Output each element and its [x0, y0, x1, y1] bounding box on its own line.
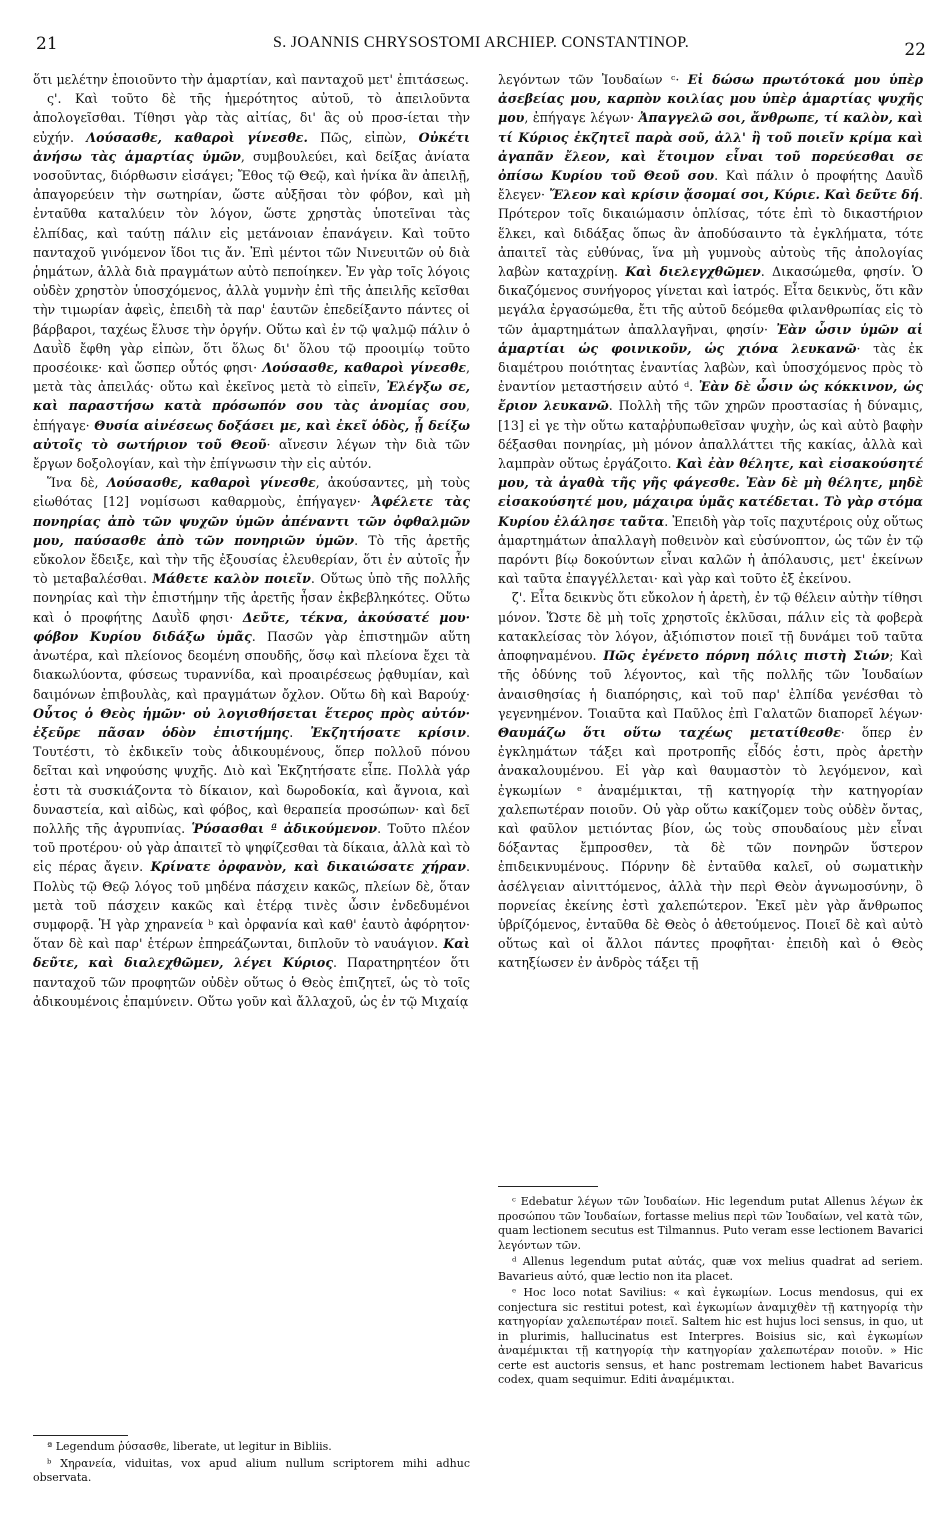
- text-run: ς'. Καὶ τοῦτο δὲ τῆς ἡμερότητος αὐτοῦ, τὸ ἀπειλοῦντα ἀπολογεῖσθαι. Τίθησι γὰρ τὰς αἰτίας, δι' ἃς οὐ προσ-ίεται τὴν εὐχήν.: [33, 91, 470, 145]
- text-run: . Πολλὴ τῆς τῶν χηρῶν προστασίας ἡ δύναμις, [13] εἰ γε τὴν οὕτω καταῤῥυπωθεῖσαν ψυχὴν, ὡς καὶ αὐτὸ βαφὴν δέξασθαι πονηρίας, μὴ μόνον ἀπαλλάττει τῆς κακίας, ἀλλὰ καὶ λαμπρὰν οὕτως ἐργάζοιτο.: [498, 398, 924, 472]
- scripture-quote: Θυσία αἰνέσεως δοξάσει με, καὶ ἐκεῖ ὁδὸς, ᾗ δείξω αὐτοῖς τὸ σωτήριον τοῦ Θεοῦ: [33, 417, 470, 452]
- scripture-quote: Λούσασθε, καθαροὶ γίνεσθε: [262, 360, 466, 376]
- text-run: · ὅπερ ἐν ἐγκλημάτων τάξει καὶ προτροπῆς εἶδός ἐστι, πρὸς ἀρετὴν ἀνακαλουμένου. Εἰ γὰρ καὶ θαυμαστὸν τὸ λεγόμενον, καὶ ἐγκωμίων ᵉ ἀναμέμικται, τῇ κατηγορίᾳ τὴν κατηγορίαν χαλεπωτέραν ποιοῦν. Οὐ γὰρ οὕτω κακίζομεν τοὺς οὐδὲν ὄντας, καὶ φαῦλον μετιόντας βίον, ὡς τοὺς σπουδαίους μὲν εἶναι δόξαντας ἔμπροσθεν, τὰ δὲ τῶν πονηρῶν ὕστερον ἐπιδεικνυμένους. Πόρνην δὲ ἐνταῦθα καλεῖ, οὐ σωματικὴν ἀσέλγειαν αἰνιττόμενος, ἀλλὰ τὴν περὶ Θεὸν ἀγνωμοσύνην, ὃ πορνείας ἐκείνης ἐστὶ χαλεπώτερον. Ἐκεῖ μὲν γὰρ ἄνθρωπος ὑβρίζόμενος, ἐνταῦθα δὲ Θεὸς ὁ ἀθετούμενος. Ποιεῖ δὲ καὶ αὐτὸ οὕτως καὶ οἱ ἄλλοι πάντες προφῆται· ἐπειδὴ καὶ ὁ Θεὸς κατηξίωσεν ἐν ἀνδρὸς τάξει τῇ: [498, 724, 923, 971]
- text-run: . Τοῦτο πλέον τοῦ προτέρου· οὐ γὰρ ἀπαιτεῖ τὸ ψηφίζεσθαι τὰ δίκαια, ἀλλὰ καὶ τὸ εἰς πέρας ἄγειν.: [33, 820, 470, 875]
- text-run: .: [289, 724, 311, 740]
- scripture-quote: Ἐκζητήσατε κρίσιν: [310, 724, 466, 740]
- footnote-c: ᶜ Edebatur λέγων τῶν Ἰουδαίων. Hic legendum putat Allenus λέγων ἐκ προσώπου τῶν Ἰουδαίων, fortasse melius περὶ τῶν Ἰουδαίων, vel κατὰ τῶν, quam lectionem secutus est Tilmannus. Puto veram esse lectionem Bavarici λεγόντων τῶν.: [498, 1195, 923, 1252]
- scripture-quote: Θαυμάζω ὅτι οὕτω ταχέως μετατίθεσθε: [498, 724, 841, 740]
- scripture-quote: Οὐκέτι ἀνήσω τὰς ἁμαρτίας ὑμῶν: [33, 129, 470, 164]
- text-run: . Τὸ τῆς ἀρετῆς εὔκολον ἔδειξε, καὶ τὴν τῆς ἐξουσίας ἐλευθερίαν, ὅτι ἐν αὐτοῖς ἦν τὸ μεταβαλέσθαι.: [33, 532, 470, 587]
- text-run: , ἐπήγαγε λέγων·: [524, 110, 639, 126]
- text-run: . Τουτέστι, τὸ ἐκδικεῖν τοὺς ἀδικουμένους, ὅπερ πολλοῦ πόνου δεῖται καὶ νηφούσης ψυχῆς. Διὸ καὶ Ἐκζητήσατε εἶπε. Πολλὰ γάρ ἐστι τὰ συσκιάζοντα τὸ δίκαιον, καὶ δωροδοκία, καὶ ἄγνοια, καὶ δυναστεία, καὶ αἰδὼς, καὶ φόβος, καὶ θεραπεία προσώπων· καὶ δεῖ πολλῆς τῆς ἀγρυπνίας.: [33, 724, 470, 836]
- footnote-b: ᵇ Χηρανεία, viduitas, vox apud alium nullum scriptorem mihi adhuc observata.: [33, 1456, 470, 1484]
- scripture-quote: Ἐὰν δὲ ὦσιν ὡς κόκκινον, ὡς ἔριον λευκανῶ: [498, 379, 923, 414]
- text-run: ; Καὶ τῆς ὀδύνης τοῦ λέγοντος, καὶ τῆς πολλῆς τῶν Ἰουδαίων ἀναισθησίας ἡ διαπόρησις, καὶ τοῦ παρ' ἐλπίδα γενέσθαι τὸ γεγενημένον. Τοιαῦτα καὶ Παῦλος ἐπὶ Γαλατῶν διαπορεῖ λέγων·: [498, 648, 923, 721]
- scripture-quote: Ἐλέγξω σε, καὶ παραστήσω κατὰ πρόσωπόν σου τὰς ἀνομίας σου: [33, 379, 470, 414]
- paragraph: [33, 70, 470, 89]
- text-run: . Πολὺς τῷ Θεῷ λόγος τοῦ μηδένα πάσχειν κακῶς, πλείων δὲ, ὅταν μετὰ τοῦ πάσχειν κακῶς καὶ ἑτέρᾳ τινὲς ὦσιν ἐνδεδυμένοι συμφορᾷ. Ἡ γὰρ χηρανεία ᵇ καὶ ὀρφανία καὶ καθ' ἑαυτὸ ἀφόρητον· ὅταν δὲ καὶ παρ' ἑτέρων ἐπηρεάζωνται, διπλοῦν τὸ ναυάγιον.: [33, 859, 470, 952]
- scripture-quote: Δεῦτε, τέκνα, ἀκούσατέ μου· φόβον Κυρίου διδάξω ὑμᾶς: [33, 609, 470, 644]
- text-run: . Πασῶν γὰρ ἐπιστημῶν αὕτη ἀνωτέρα, καὶ πλείονος δεομένη σπουδῆς, ὅσῳ καὶ πλείονα ἔχει τὰ διακωλύοντα, φύσεως τυραννίδα, καὶ προαιρέσεως ῥᾳθυμίαν, καὶ δαιμόνων ἐπιβουλὰς, καὶ πραγμάτων ὄχλον. Οὕτω δὴ καὶ Βαρούχ·: [33, 628, 471, 702]
- scripture-quote: Ἐὰν ὦσιν ὑμῶν αἱ ἁμαρτίαι ὡς φοινικοῦν, ὡς χιόνα λευκανῶ: [498, 321, 923, 356]
- footnote-a: ª Legendum ῥύσασθε, liberate, ut legitur in Bibliis.: [47, 1440, 332, 1453]
- scripture-quote: Ῥύσασθαι ª ἀδικούμενον: [191, 820, 378, 836]
- text-run: λεγόντων τῶν Ἰουδαίων ᶜ·: [498, 72, 688, 87]
- footnotes-left: [33, 1440, 470, 1488]
- text-run: . Καὶ πάλιν ὁ προφήτης Δαυῒδ ἔλεγεν·: [498, 168, 923, 203]
- text-run: ζ'. Εἶτα δεικνὺς ὅτι εὔκολον ἡ ἀρετὴ, ἐν τῷ θέλειν αὐτὴν τίθησι μόνον. Ὥστε δὲ μὴ τοῖς χρηστοῖς ἐκλῦσαι, πάλιν εἰς τὰ φοβερὰ κατακλείσας τὸν λόγον, ἀξιόπιστον ποιεῖ τῇ δυνάμει τοῦ ταῦτα ἀποφηναμένου.: [498, 590, 923, 664]
- text-run: , συμβουλεύει, καὶ δείξας ἀνίατα νοσοῦντας, διόρθωσιν εἰσάγει; Ἔθος τῷ Θεῷ, καὶ ἡνίκα ἂν ἀπειλῇ, ἀπαγορεύειν τὴν σωτηρίαν, ὥστε αὐξῆσαι τὸν φόβον, καὶ μὴ ἐνταῦθα καταλύειν τὸν λόγον, ὥστε χρηστὰς ὑποτεῖναι τὰς ἐλπίδας, καὶ ταύτῃ πάλιν εἰς μετάνοιαν ἐπανάγειν. Καὶ τοῦτο πανταχοῦ γινόμενον ἴδοι τις ἄν. Ἐπὶ μέντοι τῶν Νινευιτῶν οὐ διὰ ῥημάτων, ἀλλὰ διὰ πραγμάτων αὐτὸ πεποίηκεν. Ἐν γὰρ τοῖς λόγοις οὐδὲν χρηστὸν ὑποσχόμενος, ἀλλὰ γυμνὴν ἐπὶ τῆς ἀπειλῆς κεῖσθαι τὴν τιμωρίαν ἀφεὶς, ἐπειδὴ τὰ παρ' ἑαυτῶν ἐπεδείξαντο πάντες οἱ βάρβαροι, ταχέως ἔλυσε τὴν ὀργήν. Οὕτω καὶ ἐν τῷ ψαλμῷ πάλιν ὁ Δαυῒδ ἔφθη γὰρ εἰπὼν, ὅτι ὅλως δι' ὅλου τῷ προοιμίῳ τοῦτο προσέοικε· καὶ ὥσπερ οὗτός φησι·: [33, 148, 471, 376]
- scripture-quote: Οὗτος ὁ Θεὸς ἡμῶν· οὐ λογισθήσεται ἕτερος πρὸς αὐτόν· ἐξεῦρε πᾶσαν ὁδὸν ἐπιστήμης: [33, 705, 470, 740]
- footnote-e: ᵉ Hoc loco notat Savilius: « καὶ ἐγκωμίων. Locus mendosus, qui ex conjectura sic restitui potest, καὶ ἐγκωμίων ἀναμιχθὲν τῇ κατηγορίᾳ τὴν κατηγορίαν χαλεπωτέραν ποιεῖ. Saltem hic est hujus loci sensus, in quo, ut in plurimis, hallucinatus est Interpres. Boisius sic, καὶ ἐγκωμίων ἀναμέμικται τῇ κατηγορίᾳ τὴν κατηγορίαν χαλεπωτέραν ποιοῦν. » Hic certe est auctoris sensus, et hanc postremam lectionem habet Bavaricus codex, quam sequimur. Editi ἀναμέμικται.: [498, 1286, 923, 1386]
- text-run: . Πρότερον τοῖς δικαιώμασιν ὁπλίσας, τότε ἐπὶ τὸ δικαστήριον ἕλκει, καὶ διδάξας ὅπως ἂν ἀποδύσαιντο τὰ ἐγκλήματα, τότε ἀπαιτεῖ τὰς εὐθύνας, ἵνα μὴ γυμνοὺς αὐτοὺς τῆς ἀπολογίας λαβὼν καταχρίνῃ.: [498, 187, 924, 280]
- scripture-quote: Καὶ διελεγχθῶμεν: [625, 264, 761, 280]
- paragraph: [33, 89, 470, 473]
- right-text-column: [498, 70, 923, 973]
- text-run: . Οὕτως ὑπὸ τῆς πολλῆς πονηρίας καὶ τὴν ἐπιστήμην τῆς ἀρετῆς ἦσαν ἐκβεβληκότες. Οὕτω καὶ ὁ προφήτης Δαυῒδ φησι·: [33, 571, 471, 625]
- text-run: Ἵνα δὲ,: [47, 475, 107, 491]
- paragraph: [498, 588, 923, 972]
- text-run: Πῶς, εἰπὼν,: [307, 129, 419, 145]
- text-run: · τὰς ἐκ διαμέτρου ποιότητας ἐναντίας λαβὼν, καὶ ὑποσχόμενος πρὸς τὸ ἐναντίον μεταστήσειν αὐτό ᵈ.: [498, 340, 923, 395]
- text-run: · αἴνεσιν λέγων τὴν διὰ τῶν ἔργων δοξολογίαν, καὶ τὴν ἐπίγνωσιν τὴν εἰς αὐτόν.: [33, 436, 470, 472]
- scripture-quote: Καὶ ἐὰν θέλητε, καὶ εἰσακούσητέ μου, τὰ ἀγαθὰ τῆς γῆς φάγεσθε. Ἐὰν δὲ μὴ θέλητε, μηδὲ εἰσακούσητέ μου, μάχαιρα ὑμᾶς κατέδεται. Τὸ γὰρ στόμα Κυρίου ἐλάλησε ταῦτα: [498, 456, 923, 529]
- text-run: , ἀκούσαντες, μὴ τοὺς εἰωθότας [12] νομίσωσι καθαρμοὺς, ἐπήγαγεν·: [33, 475, 470, 510]
- scripture-quote: Ἀφέλετε τὰς πονηρίας ἀπὸ τῶν ψυχῶν ὑμῶν ἀπέναντι τῶν ὀφθαλμῶν μου, παύσασθε ἀπὸ τῶν πονηριῶν ὑμῶν: [33, 494, 471, 548]
- paragraph: [33, 473, 470, 1011]
- scripture-quote: Καὶ δεῦτε, καὶ διαλεχθῶμεν, λέγει Κύριος: [33, 936, 470, 971]
- page-number-right: 22: [904, 40, 926, 60]
- footnotes-right: [498, 1195, 923, 1390]
- text-run: ὅτι μελέτην ἐποιοῦντο τὴν ἁμαρτίαν, καὶ πανταχοῦ μετ' ἐπιτάσεως.: [33, 72, 469, 87]
- text-run: . Ἐπειδὴ γὰρ τοῖς παχυτέροις οὐχ οὕτως ἁμαρτημάτων ἀπαλλαγὴ ποθεινὸν καὶ εὐσύνοπτον, ὡς τῶν ἐν τῷ παρόντι βίῳ δοκούντων εἶναι καλῶν ἡ ἀπόλαυσις, μετ' ἐκείνων καὶ ταῦτα ἐπαγγέλλεται· καὶ γὰρ καὶ τοῦτο ἐξ ἐκείνου.: [498, 513, 924, 587]
- scripture-quote: Ἔλεον καὶ κρίσιν ᾄσομαί σοι, Κύριε. Καὶ δεῦτε δή: [549, 187, 919, 203]
- scripture-quote: Εἰ δώσω πρωτότοκά μου ὑπὲρ ἀσεβείας μου, καρπὸν κοιλίας μου ὑπὲρ ἁμαρτίας ψυχῆς μου: [498, 72, 923, 126]
- footnote-d: ᵈ Allenus legendum putat αὐτάς, quæ vox melius quadrat ad seriem. Bavarieus αὐτό, quæ lectio non ita placet.: [498, 1255, 923, 1283]
- running-title: S. JOANNIS CHRYSOSTOMI ARCHIEP. CONSTANTINOP.: [273, 34, 689, 51]
- text-run: . Παρατηρητέον ὅτι πανταχοῦ τῶν προφητῶν οὐδὲν οὕτως ὁ Θεὸς ἐπιζητεῖ, ὡς τὸ τοῖς ἀδικουμένοις ἐπαμύνειν. Οὕτω γοῦν καὶ ἄλλαχοῦ, ὡς ἐν τῷ Μιχαίᾳ: [33, 955, 470, 1009]
- scripture-quote: Πῶς ἐγένετο πόρνη πόλις πιστὴ Σιών: [603, 648, 890, 664]
- scripture-quote: Κρίνατε ὀρφανὸν, καὶ δικαιώσατε χήραν: [150, 859, 466, 875]
- page-number-left: 21: [36, 34, 58, 54]
- text-run: , ἐπήγαγε·: [33, 398, 470, 433]
- left-text-column: [33, 70, 470, 1011]
- scripture-quote: Λούσασθε, καθαροὶ γίνεσθε.: [86, 129, 308, 145]
- text-run: , μετὰ τὰς ἀπειλάς· οὕτω καὶ ἐκεῖνος μετὰ τὸ εἰπεῖν,: [33, 360, 470, 395]
- footnote-rule-left: [33, 1435, 128, 1436]
- text-run: . Δικασώμεθα, φησίν. Ὁ δικαζόμενος συνήγορος γίνεται καὶ ἰατρός. Εἶτα δεικνὺς, ὅτι κἂν μεγάλα ἐργασώμεθα, ἔτι τῆς αὐτοῦ δεόμεθα φιλανθρωπίας εἰς τὸ τῶν ἁμαρτημάτων ἀπαλλαγῆναι, φησίν·: [498, 264, 923, 337]
- scripture-quote: Μάθετε καλὸν ποιεῖν: [152, 571, 311, 587]
- paragraph: [498, 70, 923, 588]
- footnote-rule-right: [498, 1186, 598, 1187]
- scripture-quote: Λούσασθε, καθαροὶ γίνεσθε: [106, 475, 316, 491]
- running-header: [36, 30, 926, 58]
- scripture-quote: Ἀπαγγελῶ σοι, ἄνθρωπε, τί καλὸν, καὶ τί Κύριος ἐκζητεῖ παρὰ σοῦ, ἀλλ' ἢ τοῦ ποιεῖν κρίμα καὶ ἀγαπᾶν ἔλεον, καὶ ἕτοιμον εἶναι τοῦ πορεύεσθαι σε ὀπίσω Κυρίου τοῦ Θεοῦ σου: [498, 110, 924, 184]
